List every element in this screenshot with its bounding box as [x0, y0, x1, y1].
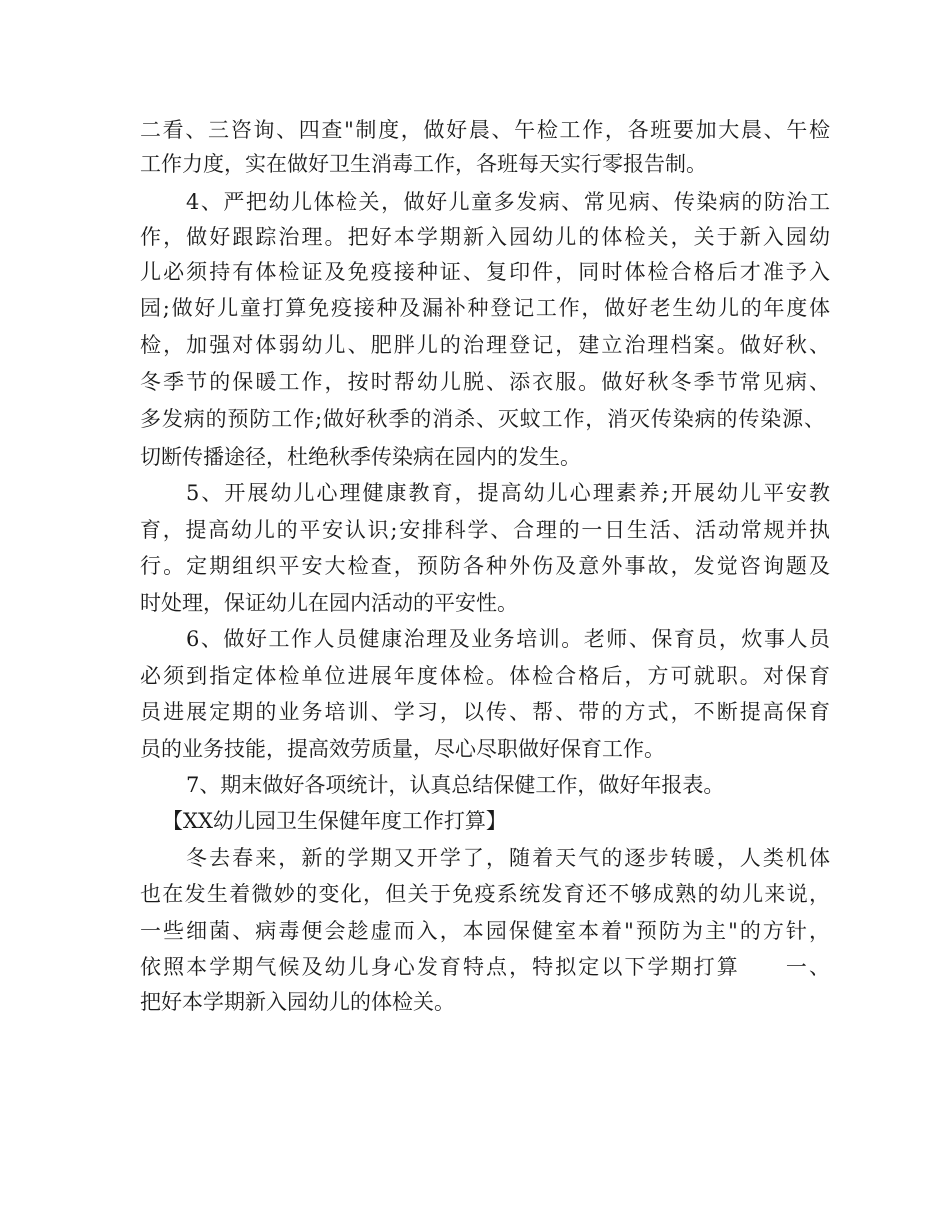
text-line: 多发病的预防工作;做好秋季的消杀、灭蚊工作，消灭传染病的传染源、 [140, 407, 825, 431]
text-line: 员的业务技能，提高效劳质量，尽心尽职做好保育工作。 [140, 737, 665, 761]
text-line: 儿必须持有体检证及免疫接种证、复印件，同时体检合格后才准予入 [140, 260, 830, 284]
text-line: 也在发生着微妙的变化，但关于免疫系统发育还不够成熟的幼儿来说， [140, 882, 830, 906]
text-line: 作，做好跟踪治理。把好本学期新入园幼儿的体检关，关于新入园幼 [140, 225, 830, 249]
text-line: 二看、三咨询、四查"制度，做好晨、午检工作，各班要加大晨、午检 [140, 118, 830, 142]
text-line: 4、严把幼儿体检关，做好儿童多发病、常见病、传染病的防治工 [186, 190, 830, 214]
text-line: 6、做好工作人员健康治理及业务培训。老师、保育员，炊事人员 [186, 627, 830, 651]
text-line: 时处理，保证幼儿在园内活动的平安性。 [140, 591, 518, 615]
text-line: 冬季节的保暖工作，按时帮幼儿脱、添衣服。做好秋冬季节常见病、 [140, 370, 830, 394]
text-line: 检，加强对体弱幼儿、肥胖儿的治理登记，建立治理档案。做好秋、 [140, 333, 830, 357]
text-line: 5、开展幼儿心理健康教育，提高幼儿心理素养;开展幼儿平安教 [186, 481, 830, 505]
text-line: 员进展定期的业务培训、学习，以传、帮、带的方式，不断提高保育 [140, 700, 830, 724]
text-line: 冬去春来，新的学期又开学了，随着天气的逐步转暖，人类机体 [186, 846, 830, 870]
section-heading: 【XX幼儿园卫生保健年度工作打算】 [162, 809, 507, 833]
text-line: 7、期末做好各项统计，认真总结保健工作，做好年报表。 [186, 773, 725, 797]
text-line: 行。定期组织平安大检查，预防各种外伤及意外事故，发觉咨询题及 [140, 554, 830, 578]
text-line: 园;做好儿童打算免疫接种及漏补种登记工作，做好老生幼儿的年度体 [140, 296, 830, 320]
text-line: 育，提高幼儿的平安认识;安排科学、合理的一日生活、活动常规并执 [140, 518, 830, 542]
text-line: 把好本学期新入园幼儿的体检关。 [140, 990, 455, 1014]
text-line: 必须到指定体检单位进展年度体检。体检合格后，方可就职。对保育 [140, 664, 830, 688]
text-line: 一些细菌、病毒便会趁虚而入，本园保健室本着"预防为主"的方针， [140, 919, 830, 943]
text-line: 工作力度，实在做好卫生消毒工作，各班每天实行零报告制。 [140, 152, 707, 176]
text-line: 切断传播途径，杜绝秋季传染病在园内的发生。 [140, 445, 581, 469]
text-line: 依照本学期气候及幼儿身心发育特点，特拟定以下学期打算 一、 [140, 955, 830, 979]
